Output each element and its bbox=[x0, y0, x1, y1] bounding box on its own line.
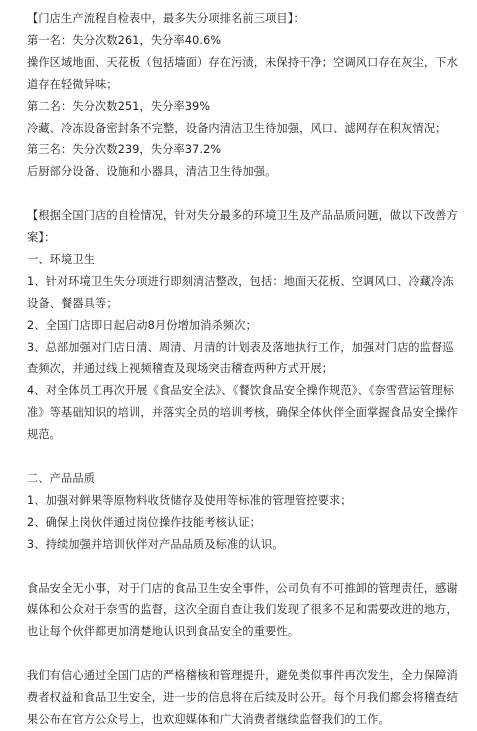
section2-heading: 【根据全国门店的自检情况，针对失分最多的环境卫生及产品品质问题，做以下改善方案】： bbox=[27, 209, 458, 245]
paragraph-gap bbox=[27, 556, 463, 578]
rank1-line: 第一名：失分次数261，失分率40.6% bbox=[27, 33, 222, 47]
part1-item-4: 4、对全体员工再次开展《食品安全法》、《餐饮食品安全操作规范》、《奈雪营运管理标准》等基础知识的培训，并落实全员的培训考核，确保全体伙伴全面掌握食品安全操作规范。 bbox=[27, 384, 458, 442]
paragraph-gap bbox=[27, 183, 463, 205]
part2-title: 二、产品品质 bbox=[27, 472, 96, 485]
part2-item-1: 1、加强对鲜果等原物料收货储存及使用等标准的管理管控要求； bbox=[27, 493, 352, 507]
part1-item-2: 2、全国门店即日起启动8月份增加消杀频次； bbox=[27, 318, 257, 332]
rank1-detail: 操作区域地面、天花板（包括墙面）存在污渍，未保持干净；空调风口存在灰尘，下水道存在轻微异味； bbox=[27, 55, 458, 91]
paragraph-gap bbox=[27, 643, 463, 665]
rank2-line: 第二名：失分次数251，失分率39% bbox=[27, 99, 211, 113]
part1-title: 一、环境卫生 bbox=[27, 252, 96, 266]
rank3-line: 第三名：失分次数239，失分率37.2% bbox=[27, 143, 222, 157]
part2-item-3: 3、持续加强并培训伙伴对产品品质及标准的认识。 bbox=[27, 537, 284, 551]
rank2-detail: 冷藏、冷冻设备密封条不完整，设备内清洁卫生待加强，风口、滤网存在积灰情况； bbox=[27, 121, 447, 135]
paragraph-gap bbox=[27, 446, 463, 468]
closing-paragraph-2: 我们有信心通过全国门店的严格稽核和管理提升，避免类似事件再次发生，全力保障消费者权益和食品卫生安全，进一步的信息将在后续及时公开。每个月我们都会将稽查结果公布在官方公众号上，也欢迎媒体和广大消费者继续监督我们的工作。 bbox=[27, 669, 458, 726]
closing-paragraph-1: 食品安全无小事，对于门店的食品卫生安全事件，公司负有不可推卸的管理责任，感谢媒体和公众对于奈雪的监督，这次全面自查让我们发现了很多不足和需要改进的地方，也让每个伙伴都更加清楚地认识到食品安全的重要性。 bbox=[27, 581, 458, 639]
part1-item-1: 1、针对环境卫生失分项进行即刻清洁整改，包括：地面天花板、空调风口、冷藏冷冻设备、餐器具等； bbox=[27, 274, 454, 310]
section1-heading: 【门店生产流程自检表中，最多失分项排名前三项目】： bbox=[27, 12, 305, 25]
part2-item-2: 2、确保上岗伙伴通过岗位操作技能考核认证； bbox=[27, 515, 262, 529]
part1-item-3: 3、总部加强对门店日清、周清、月清的计划表及落地执行工作，加强对门店的监督巡查频次，并通过线上视频稽查及现场突击稽查两种方式开展； bbox=[27, 340, 454, 376]
rank3-detail: 后厨部分设备、设施和小器具，清洁卫生待加强。 bbox=[27, 165, 277, 179]
